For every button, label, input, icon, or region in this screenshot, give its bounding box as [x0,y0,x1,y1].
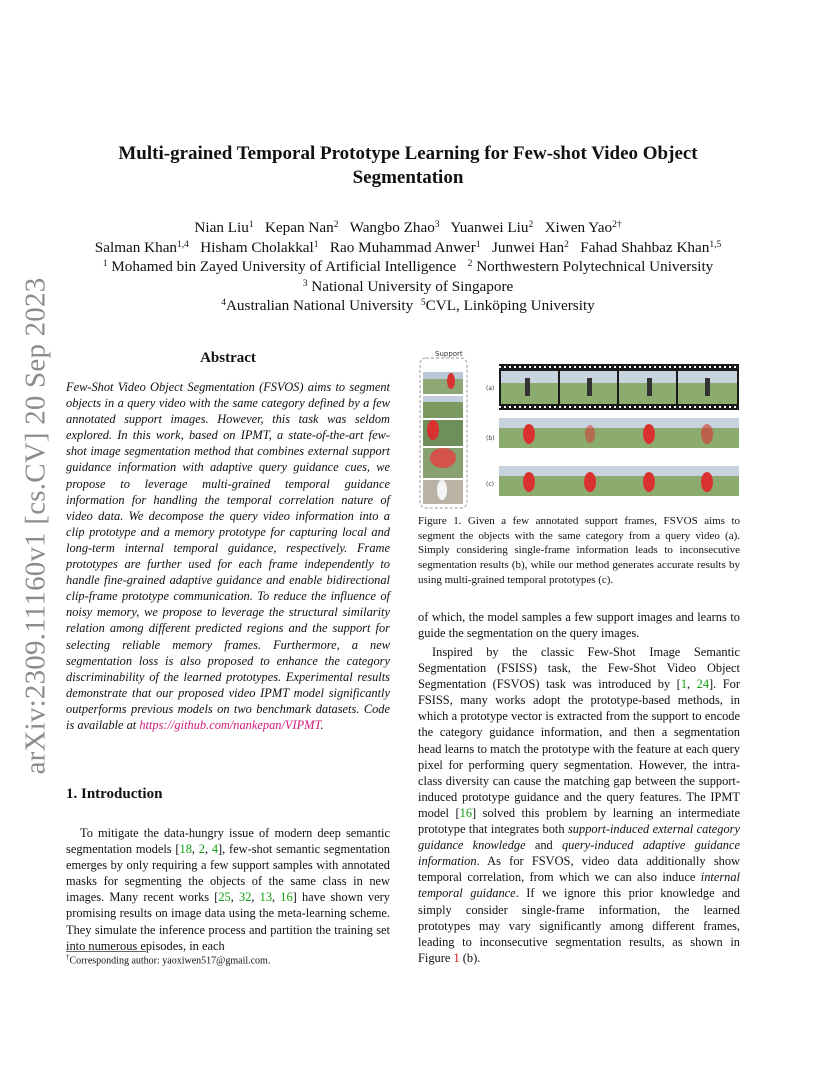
affiliation-line-1: $^1$ Mohamed bin Zayed University of Artificial Intelligence $^2$ Northwestern Polytechnical University [102,258,714,275]
author: Kepan Nan$^2$ [264,219,339,236]
citation-link[interactable]: 32 [239,890,252,905]
citation-link[interactable]: 13 [259,890,273,905]
figure-1 [415,348,743,510]
affiliation-line-3: $^4$Australian National University $^5$CVL, Linköping University [221,297,595,314]
right-paragraph-2: Inspired by the classic Few-Shot Image Semantic Segmentation (FSISS) task, the Few-Shot Video Object Segmentation (FSVOS) task was introduced by [1, 24]. For FSISS, many works adopt the prototype-based methods, in which a prototype vector is extracted from the support to encode the category guidance information, and then a segmentation head learns to match the prototype with the feature at each query pixel for performing query segmentation. However, the intra-class diversity can cause the matching gap between the support-induced prototype guidance and the query features. The IPMT model [16] solved this problem by learning an intermediate prototype that integrates both support-induced external category guidance knowledge and query-induced adaptive guidance information. As for FSVOS, video data additionally show temporal correlation, from which we can also induce internal temporal guidance. If we ignore this prior knowledge and simply consider single-frame information, the learned prototypes may vary significantly among different frames, leading to inconsecutive segmentation results, as shown in Figure 1 (b). [418,645,741,965]
figure-1-caption: Figure 1. Given a few annotated support frames, FSVOS aims to segment the objects with the same category from a query video (a). Simply considering single-frame information leads to inconsecutive segmentation results (b), while our method generates accurate results by using multi-grained temporal prototypes (c). [418,515,740,586]
footnote-rule [66,951,146,952]
author: Fahad Shahbaz Khan$^{1,5}$ [580,238,722,256]
citation-link[interactable]: 2 [198,842,205,857]
figure-ref-link[interactable]: 1 [453,950,460,965]
citation-link[interactable]: 1 [680,677,688,692]
abstract-body: Few-Shot Video Object Segmentation (FSVOS) aims to segment objects in a query video with the same category defined by a few annotated support images. However, this task was seldom explored. In this work, based on IPMT, a state-of-the-art few-shot image segmentation method that combines external support guidance information with adaptive query guidance cues, we propose to leverage multi-grained temporal guidance information for handling the temporal correlation nature of video data. We decompose the query video information into a clip prototype and a memory prototype for capturing local and long-term internal temporal guidance, respectively. Frame prototypes are further used for each frame independently to handle fine-grained adaptive guidance and enable bidirectional clip-frame prototype communication. To reduce the influence of noisy memory, we propose to leverage the structural similarity relation among different predicted regions and the support for selecting reliable memory frames. Furthermore, a new segmentation loss is also proposed to enhance the category discriminability of the learned prototypes. Experimental results demonstrate that our proposed video IPMT model significantly outperforms previous models on two benchmark datasets. Code is available at https://github.com/nankepan/VIPMT. [66,380,390,732]
intro-paragraph: To mitigate the data-hungry issue of modern deep semantic segmentation models [18, 2, 4], few-shot semantic segmentation emerges by only requiring a few support samples with annotated masks for segmenting the objects of the same class in new images. Many recent works [25, 32, 13, 16] have shown very promising results on image data using the meta-learning scheme. They simulate the inference process and partition the training set into numerous episodes, in each [66,826,390,953]
citation-link[interactable]: 18 [179,842,192,857]
row-label-c: (c) [486,481,494,488]
row-label-a: (a) [486,385,495,392]
citation-link[interactable]: 25 [218,890,231,905]
abstract-heading: Abstract [200,350,256,366]
author-line-1 [60,218,756,238]
affiliation-line-2: $^3$ National University of Singapore [302,277,514,295]
section-heading-introduction: 1. Introduction [66,786,163,802]
paper-title: Multi-grained Temporal Prototype Learning for Few-shot Video Object Segmentation [118,143,698,188]
support-label: Support [435,350,463,358]
author: Xiwen Yao$^{2\dagger}$ [544,219,622,236]
film-strip-c [499,466,739,496]
citation-link[interactable]: 4 [211,842,219,857]
film-strip-b [499,418,739,448]
author: Salman Khan$^{1,4}$ [94,238,189,256]
code-link[interactable]: https://github.com/nankepan/VIPMT [139,717,321,732]
row-label-b: (b) [486,435,495,442]
author: Nian Liu$^1$ [194,219,254,236]
citation-link[interactable]: 16 [459,805,473,820]
author: Rao Muhammad Anwer$^1$ [329,238,481,256]
right-paragraph-1: of which, the model samples a few support images and learns to guide the segmentation on the query images. [418,610,740,641]
support-images [423,372,463,504]
citation-link[interactable]: 16 [280,890,293,905]
author-block [60,218,756,316]
citation-link[interactable]: 24 [696,677,710,692]
film-strip-a [499,364,739,410]
author: Wangbo Zhao$^3$ [349,219,440,236]
author: Yuanwei Liu$^2$ [450,219,534,236]
author-line-2 [60,238,756,258]
author: Hisham Cholakkal$^1$ [200,238,319,256]
footnote: †Corresponding author: yaoxiwen517@gmail.com. [66,953,271,967]
arxiv-identifier: arXiv:2309.11160v1 [cs.CV] 20 Sep 2023 [19,277,52,775]
author: Junwei Han$^2$ [492,238,569,256]
figure-1-graphic [415,348,743,510]
